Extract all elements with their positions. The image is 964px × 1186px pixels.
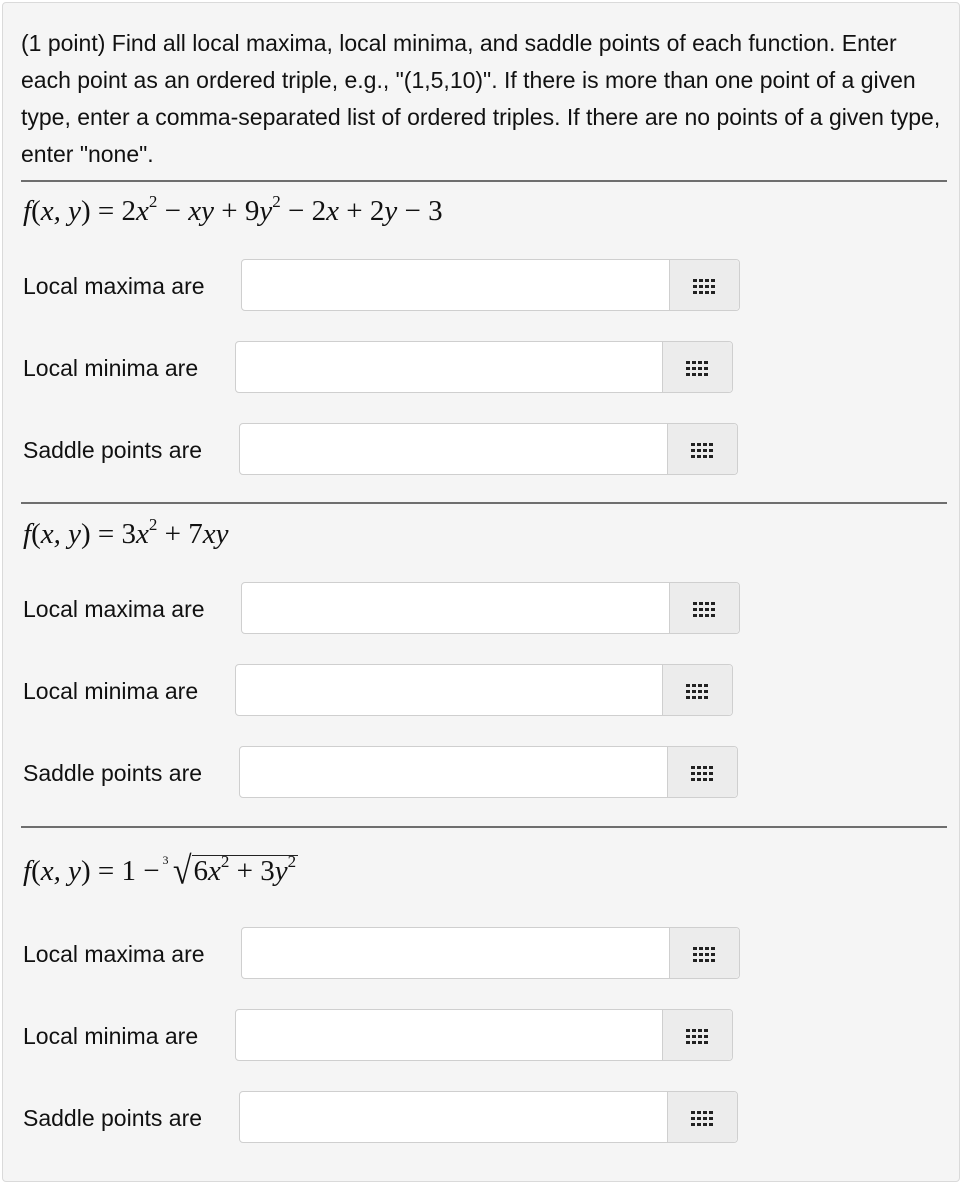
grid-icon <box>691 1111 715 1126</box>
p2-local-minima-box <box>235 664 733 716</box>
field-label: Local minima are <box>23 1023 199 1049</box>
section-divider <box>21 180 947 182</box>
grid-icon <box>693 947 717 962</box>
p3-local-maxima-box <box>241 927 740 979</box>
function-2-text: f(x, $y) = 3x^2 + 7xy$ <box>23 515 229 550</box>
section-divider <box>21 826 947 828</box>
p2-saddle-points-box <box>239 746 738 798</box>
p2-local-maxima-input[interactable] <box>242 583 670 633</box>
p3-saddle-points-box <box>239 1091 738 1143</box>
grid-icon <box>691 766 715 781</box>
p2-local-maxima-box <box>241 582 740 634</box>
field-label: Local minima are <box>23 355 199 381</box>
p2-local-minima-input[interactable] <box>236 665 663 715</box>
grid-icon <box>686 684 710 699</box>
grid-icon <box>686 361 710 376</box>
field-label: Saddle points are <box>23 437 203 463</box>
function-2 <box>23 515 229 551</box>
root-index: 3 <box>162 853 169 867</box>
cube-root-sign: √ <box>172 850 192 893</box>
field-label: Local minima are <box>23 678 199 704</box>
p2-local-maxima-palette-button[interactable] <box>669 583 739 633</box>
p3-local-maxima-input[interactable] <box>242 928 670 978</box>
function-1-text: f(x, $y) = 2x^2$ − xy + $9y^2 - 2x + 2y - 3$ <box>23 192 443 227</box>
p3-saddle-points-palette-button[interactable] <box>667 1092 737 1142</box>
problem-panel <box>2 2 960 1182</box>
p1-local-minima-box <box>235 341 733 393</box>
p1-local-minima-input[interactable] <box>236 342 663 392</box>
section-divider <box>21 502 947 504</box>
p2-saddle-points-input[interactable] <box>240 747 668 797</box>
p3-local-minima-input[interactable] <box>236 1010 663 1060</box>
field-label: Local maxima are <box>23 941 205 967</box>
p1-saddle-points-palette-button[interactable] <box>667 424 737 474</box>
p2-local-minima-palette-button[interactable] <box>662 665 732 715</box>
function-1 <box>23 192 443 228</box>
p1-local-maxima-palette-button[interactable] <box>669 260 739 310</box>
p3-local-maxima-palette-button[interactable] <box>669 928 739 978</box>
field-label: Local maxima are <box>23 273 205 299</box>
grid-icon <box>693 279 717 294</box>
grid-icon <box>693 602 717 617</box>
instructions-text: (1 point) Find all local maxima, local minima, and saddle points of each function. Enter each point as an ordered triple, e.g., "(1,5,10)". If there is more than one point of a given type, enter a comma-separated list of ordered triples. If there are no points of a given type, enter "none". <box>21 30 941 167</box>
p2-saddle-points-palette-button[interactable] <box>667 747 737 797</box>
grid-icon <box>691 443 715 458</box>
field-label: Local maxima are <box>23 596 205 622</box>
function-3-text: f(x, y) = 1 − √ 3 $6x^2 + 3y^2$ <box>23 850 297 893</box>
p3-saddle-points-input[interactable] <box>240 1092 668 1142</box>
field-label: Saddle points are <box>23 760 203 786</box>
p1-local-minima-palette-button[interactable] <box>662 342 732 392</box>
function-3 <box>23 850 298 893</box>
p1-local-maxima-input[interactable] <box>242 260 670 310</box>
p1-local-maxima-box <box>241 259 740 311</box>
grid-icon <box>686 1029 710 1044</box>
p3-local-minima-box <box>235 1009 733 1061</box>
field-label: Saddle points are <box>23 1105 203 1131</box>
p1-saddle-points-box <box>239 423 738 475</box>
radicand: $6x^2 + 3y^2$ <box>193 852 297 887</box>
p3-local-minima-palette-button[interactable] <box>662 1010 732 1060</box>
p1-saddle-points-input[interactable] <box>240 424 668 474</box>
